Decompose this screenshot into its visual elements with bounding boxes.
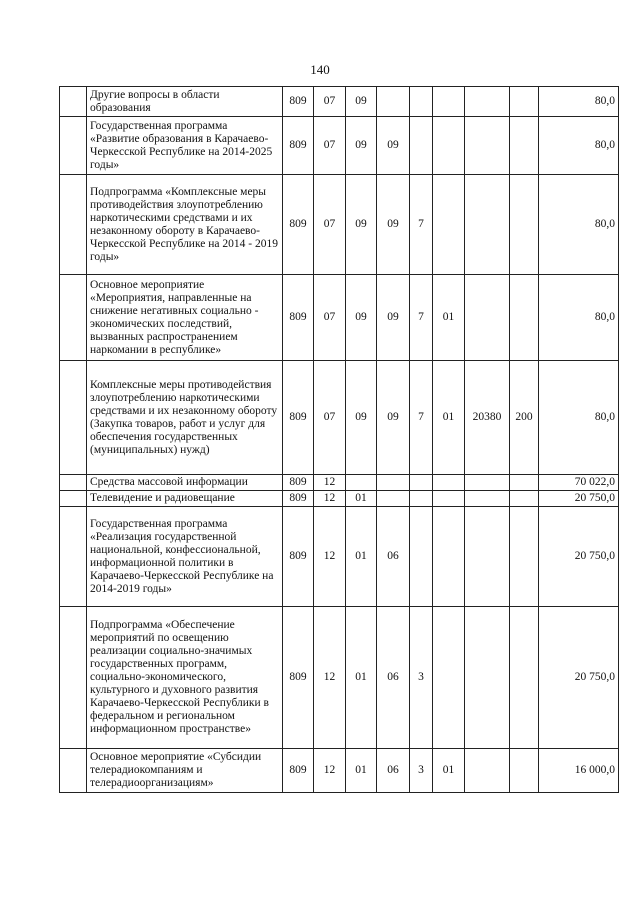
program-code-cell [377, 475, 410, 491]
table-row [60, 507, 619, 607]
item-name-cell: Подпрограмма «Комплексные меры противодействия злоупотреблению наркотическими средствами и их незаконному обороту в Карачаево-Черкесской Республике на 2014 - 2019 годы» [87, 175, 283, 275]
subprogram-code-cell: 7 [410, 175, 433, 275]
measure-code-cell: 01 [433, 749, 465, 793]
row-number-cell [60, 87, 87, 117]
expense-type-code-cell [510, 507, 539, 607]
department-code-cell: 809 [283, 175, 314, 275]
department-code-cell: 809 [283, 87, 314, 117]
subsection-code-cell: 01 [346, 507, 377, 607]
expense-type-code-cell [510, 749, 539, 793]
amount-cell: 80,0 [539, 175, 619, 275]
program-code-cell: 09 [377, 117, 410, 175]
expense-type-code-cell [510, 87, 539, 117]
section-code-cell: 12 [314, 507, 346, 607]
expense-type-code-cell [510, 475, 539, 491]
subsection-code-cell: 01 [346, 491, 377, 507]
amount-cell: 20 750,0 [539, 607, 619, 749]
amount-cell: 20 750,0 [539, 491, 619, 507]
table-row [60, 117, 619, 175]
program-code-cell: 09 [377, 175, 410, 275]
section-code-cell: 12 [314, 749, 346, 793]
section-code-cell: 07 [314, 117, 346, 175]
table-row [60, 361, 619, 475]
section-code-cell: 12 [314, 607, 346, 749]
measure-code-cell [433, 117, 465, 175]
item-name-cell: Основное мероприятие «Субсидии телерадиокомпаниям и телерадиоорганизациям» [87, 749, 283, 793]
subprogram-code-cell [410, 491, 433, 507]
direction-code-cell [465, 491, 510, 507]
subsection-code-cell: 09 [346, 87, 377, 117]
department-code-cell: 809 [283, 117, 314, 175]
subsection-code-cell [346, 475, 377, 491]
table-row [60, 175, 619, 275]
program-code-cell: 09 [377, 275, 410, 361]
measure-code-cell [433, 475, 465, 491]
measure-code-cell [433, 491, 465, 507]
amount-cell: 80,0 [539, 117, 619, 175]
subsection-code-cell: 09 [346, 175, 377, 275]
department-code-cell: 809 [283, 275, 314, 361]
section-code-cell: 12 [314, 475, 346, 491]
expense-type-code-cell [510, 175, 539, 275]
direction-code-cell: 20380 [465, 361, 510, 475]
department-code-cell: 809 [283, 607, 314, 749]
direction-code-cell [465, 275, 510, 361]
row-number-cell [60, 749, 87, 793]
row-number-cell [60, 275, 87, 361]
section-code-cell: 07 [314, 275, 346, 361]
amount-cell: 16 000,0 [539, 749, 619, 793]
section-code-cell: 12 [314, 491, 346, 507]
direction-code-cell [465, 117, 510, 175]
row-number-cell [60, 607, 87, 749]
table-row [60, 607, 619, 749]
row-number-cell [60, 361, 87, 475]
row-number-cell [60, 117, 87, 175]
item-name-cell: Средства массовой информации [87, 475, 283, 491]
item-name-cell: Государственная программа «Реализация государственной национальной, конфессиональной, информационной политики в Карачаево-Черкесской Республике на 2014-2019 годы» [87, 507, 283, 607]
row-number-cell [60, 475, 87, 491]
section-code-cell: 07 [314, 175, 346, 275]
amount-cell: 70 022,0 [539, 475, 619, 491]
subsection-code-cell: 09 [346, 275, 377, 361]
expense-type-code-cell [510, 117, 539, 175]
row-number-cell [60, 175, 87, 275]
department-code-cell: 809 [283, 361, 314, 475]
amount-cell: 80,0 [539, 275, 619, 361]
direction-code-cell [465, 749, 510, 793]
measure-code-cell [433, 175, 465, 275]
table-row [60, 87, 619, 117]
department-code-cell: 809 [283, 507, 314, 607]
program-code-cell [377, 491, 410, 507]
item-name-cell: Основное мероприятие «Мероприятия, направленные на снижение негативных социально - экономических последствий, вызванных распространением наркомании в республике» [87, 275, 283, 361]
row-number-cell [60, 491, 87, 507]
table-row [60, 749, 619, 793]
item-name-cell: Комплексные меры противодействия злоупотреблению наркотическими средствами и их незаконному обороту (Закупка товаров, работ и услуг для обеспечения государственных (муниципальных) нужд) [87, 361, 283, 475]
subprogram-code-cell: 3 [410, 749, 433, 793]
direction-code-cell [465, 607, 510, 749]
subsection-code-cell: 01 [346, 607, 377, 749]
direction-code-cell [465, 175, 510, 275]
subprogram-code-cell: 3 [410, 607, 433, 749]
subprogram-code-cell [410, 507, 433, 607]
department-code-cell: 809 [283, 475, 314, 491]
measure-code-cell [433, 507, 465, 607]
department-code-cell: 809 [283, 491, 314, 507]
program-code-cell: 09 [377, 361, 410, 475]
subsection-code-cell: 01 [346, 749, 377, 793]
section-code-cell: 07 [314, 87, 346, 117]
program-code-cell: 06 [377, 749, 410, 793]
measure-code-cell: 01 [433, 275, 465, 361]
program-code-cell: 06 [377, 507, 410, 607]
program-code-cell [377, 87, 410, 117]
budget-table [59, 86, 619, 793]
subprogram-code-cell [410, 475, 433, 491]
subprogram-code-cell: 7 [410, 361, 433, 475]
direction-code-cell [465, 507, 510, 607]
expense-type-code-cell [510, 275, 539, 361]
expense-type-code-cell [510, 607, 539, 749]
measure-code-cell [433, 87, 465, 117]
item-name-cell: Другие вопросы в области образования [87, 87, 283, 117]
department-code-cell: 809 [283, 749, 314, 793]
program-code-cell: 06 [377, 607, 410, 749]
expense-type-code-cell [510, 491, 539, 507]
measure-code-cell: 01 [433, 361, 465, 475]
section-code-cell: 07 [314, 361, 346, 475]
expense-type-code-cell: 200 [510, 361, 539, 475]
subsection-code-cell: 09 [346, 117, 377, 175]
direction-code-cell [465, 87, 510, 117]
item-name-cell: Телевидение и радиовещание [87, 491, 283, 507]
amount-cell: 80,0 [539, 87, 619, 117]
item-name-cell: Подпрограмма «Обеспечение мероприятий по освещению реализации социально-значимых государственных программ, социально-экономического, культурного и духовного развития Карачаево-Черкесской Республики в федеральном и региональном информационном пространстве» [87, 607, 283, 749]
subprogram-code-cell [410, 117, 433, 175]
page-number: 140 [310, 62, 330, 77]
measure-code-cell [433, 607, 465, 749]
subsection-code-cell: 09 [346, 361, 377, 475]
subprogram-code-cell: 7 [410, 275, 433, 361]
table-row [60, 275, 619, 361]
direction-code-cell [465, 475, 510, 491]
row-number-cell [60, 507, 87, 607]
table-row [60, 475, 619, 491]
amount-cell: 80,0 [539, 361, 619, 475]
table-row [60, 491, 619, 507]
amount-cell: 20 750,0 [539, 507, 619, 607]
subprogram-code-cell [410, 87, 433, 117]
item-name-cell: Государственная программа «Развитие образования в Карачаево-Черкесской Республике на 2014-2025 годы» [87, 117, 283, 175]
